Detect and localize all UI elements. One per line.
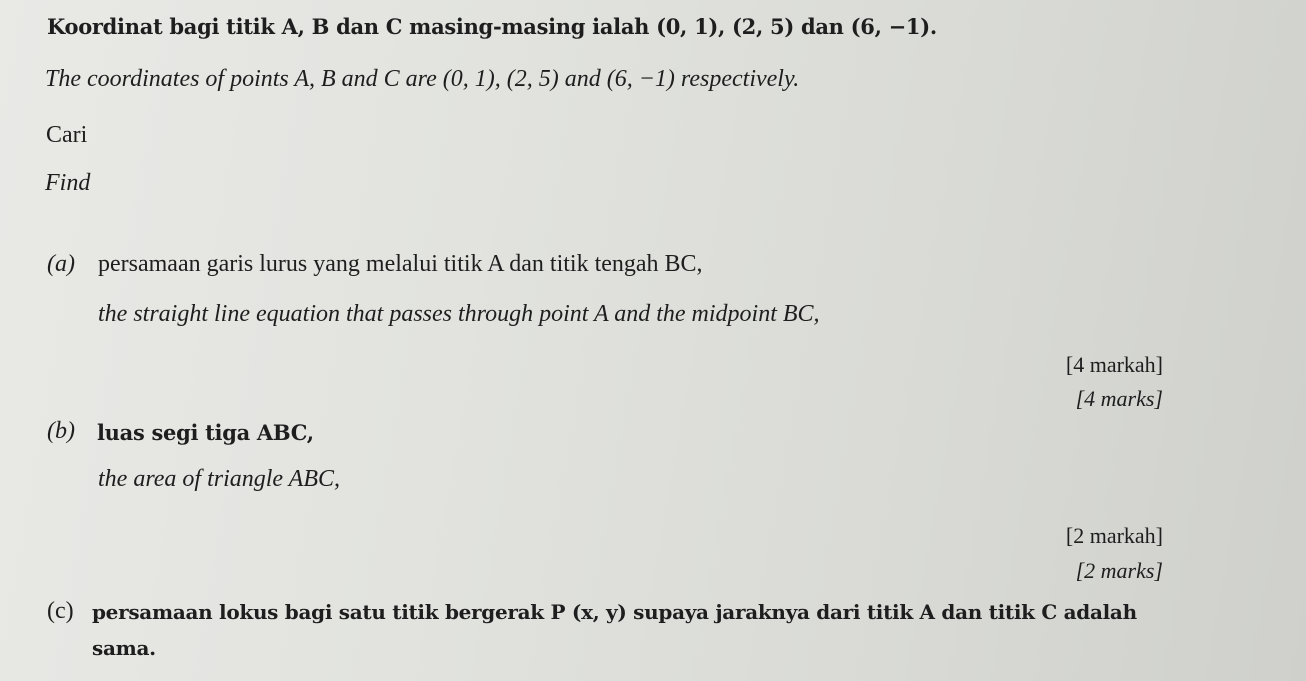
part-b-marks-english: [2 marks] [1075, 558, 1163, 583]
part-b-english: the area of triangle ABC, [98, 466, 340, 492]
intro-english: The coordinates of points A, B and C are (0, 1), (2, 5) and (6, −1) respectively. [45, 66, 800, 92]
part-b-label: (b) [47, 418, 75, 444]
part-a-marks-english: [4 marks] [1075, 386, 1163, 411]
part-a-marks-malay: [4 markah] [1065, 352, 1163, 377]
part-a-label: (a) [47, 251, 75, 277]
part-c-malay-line1: persamaan lokus bagi satu titik bergerak P (x, y) supaya jaraknya dari titik A dan titik C adalah [92, 600, 1137, 624]
part-c-label: (c) [47, 598, 74, 624]
find-english: Find [45, 170, 91, 196]
find-malay: Cari [46, 122, 88, 148]
part-b-malay: luas segi tiga ABC, [97, 420, 314, 445]
part-a-malay: persamaan garis lurus yang melalui titik A dan titik tengah BC, [98, 251, 703, 277]
part-b-marks-malay: [2 markah] [1065, 523, 1163, 548]
intro-malay: Koordinat bagi titik A, B dan C masing-masing ialah (0, 1), (2, 5) dan (6, −1). [47, 14, 937, 39]
part-a-english: the straight line equation that passes through point A and the midpoint BC, [98, 301, 820, 327]
part-c-malay-line2: sama. [92, 636, 156, 660]
